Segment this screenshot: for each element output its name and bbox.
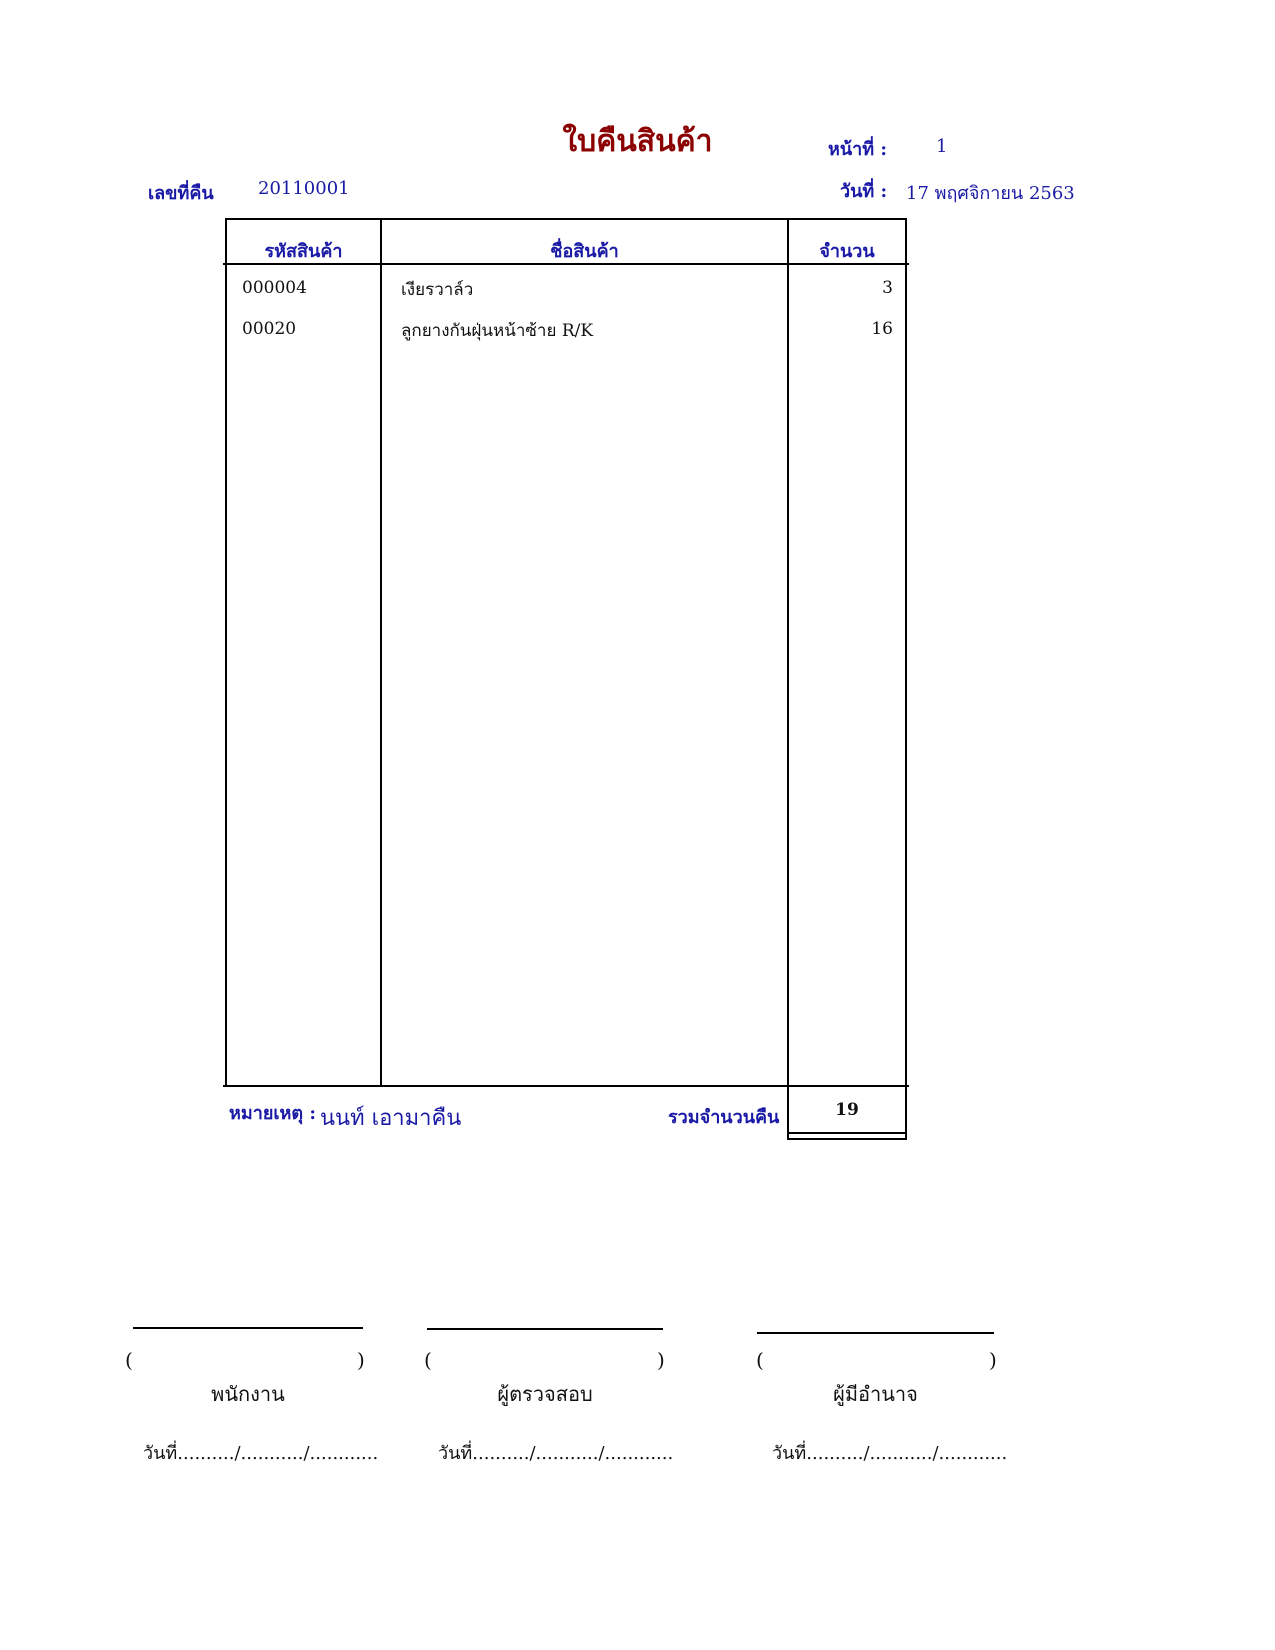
- close-paren: ): [989, 1348, 997, 1372]
- row-code: 00020: [242, 319, 297, 339]
- note-label: หมายเหตุ :: [229, 1103, 317, 1124]
- note-text: นนท์ เอามาคืน: [320, 1106, 462, 1131]
- page-number: 1: [936, 136, 948, 157]
- return-no-label: เลขที่คืน: [148, 183, 214, 204]
- table-bottom-border: [223, 1085, 909, 1087]
- date-label: วันที่ :: [840, 181, 888, 202]
- page-label: หน้าที่ :: [828, 139, 888, 160]
- signature-line: [427, 1328, 663, 1330]
- header-product-code: รหัสสินค้า: [264, 241, 343, 262]
- date-value: 17 พฤศจิกายน 2563: [906, 183, 1075, 204]
- open-paren: (: [424, 1348, 432, 1372]
- row-name: ลูกยางกันฝุ่นหน้าซ้าย R/K: [401, 321, 594, 341]
- header-product-name: ชื่อสินค้า: [550, 241, 619, 262]
- open-paren: (: [125, 1348, 133, 1372]
- signature-line: [757, 1332, 994, 1334]
- close-paren: ): [657, 1348, 665, 1372]
- table-col-divider-1: [380, 218, 382, 1087]
- signature-date: วันที่........../.........../............: [143, 1443, 379, 1464]
- row-qty: 3: [882, 278, 893, 298]
- document-title: ใบคืนสินค้า: [562, 124, 713, 159]
- open-paren: (: [756, 1348, 764, 1372]
- signature-role: ผู้ตรวจสอบ: [497, 1382, 593, 1406]
- row-name: เงียรวาล์ว: [401, 280, 474, 300]
- total-value: 19: [835, 1100, 859, 1120]
- total-underline-2: [787, 1138, 907, 1140]
- signature-date: วันที่........../.........../............: [772, 1443, 1008, 1464]
- signature-line: [133, 1327, 363, 1329]
- close-paren: ): [357, 1348, 365, 1372]
- table-left-border: [225, 218, 227, 1087]
- row-qty: 16: [871, 319, 893, 339]
- signature-role: ผู้มีอำนาจ: [833, 1382, 918, 1406]
- signature-role: พนักงาน: [211, 1382, 285, 1406]
- table-top-border: [225, 218, 907, 220]
- table-col-divider-2: [787, 218, 789, 1140]
- signature-date: วันที่........../.........../............: [438, 1443, 674, 1464]
- header-quantity: จำนวน: [819, 241, 875, 262]
- total-label: รวมจำนวนคืน: [668, 1107, 780, 1128]
- return-no-value: 20110001: [258, 178, 350, 199]
- row-code: 000004: [242, 278, 307, 298]
- total-underline-1: [787, 1132, 907, 1134]
- table-right-border: [905, 218, 907, 1140]
